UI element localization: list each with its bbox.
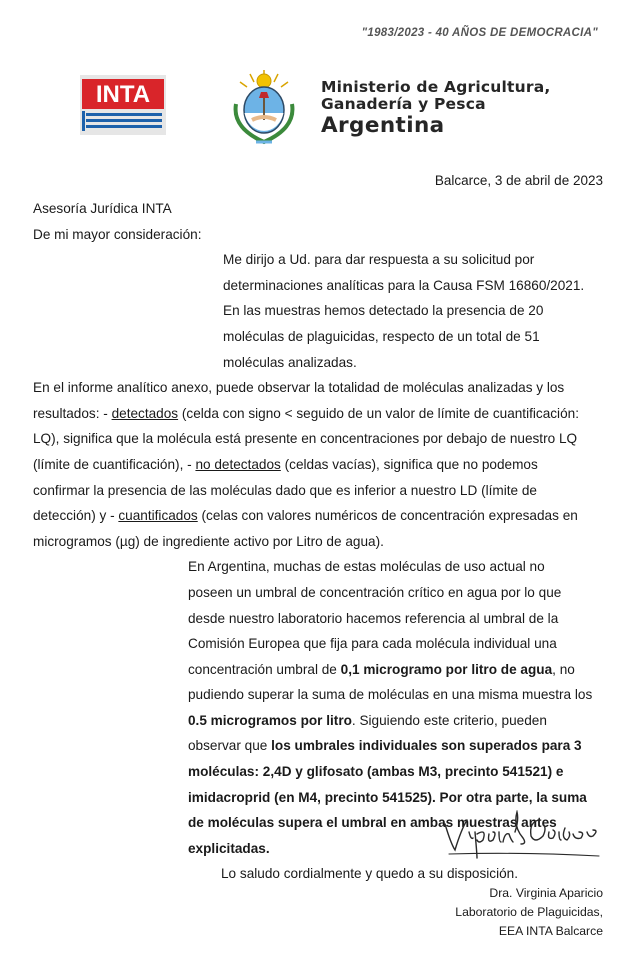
- signer-name: Dra. Virginia Aparicio: [489, 886, 603, 900]
- handwritten-signature: [443, 810, 603, 862]
- p3-threshold-sum: 0.5 microgramos por litro: [188, 712, 352, 728]
- closing-line: Lo saludo cordialmente y quedo a su disposición.: [221, 866, 518, 882]
- signer-station: EEA INTA Balcarce: [498, 924, 603, 939]
- term-cuantificados: cuantificados: [118, 508, 198, 524]
- ministry-line-2: Ganadería y Pesca: [321, 95, 486, 113]
- p2-text-c: (celdas vacías), significa que no podemos confirmar la presencia de las moléculas dado que es inferior a nuestro LD (límite de detección) y -: [33, 456, 538, 524]
- inta-logo: [80, 75, 166, 135]
- paragraph-1: Me dirijo a Ud. para dar respuesta a su solicitud por determinaciones analíticas para la Causa FSM 16860/2021. En las muestras hemos detectado la presencia de 20 moléculas de plaguicidas, respecto de un total de 51 moléculas analizadas.: [223, 252, 585, 370]
- term-no-detectados: no detectados: [195, 456, 281, 472]
- p3-conclusion: los umbrales individuales son superados para 3 moléculas: 2,4D y glifosato (ambas M3, precinto 541521) e imidacroprid (en M4, precinto 541525). Por otra parte, la suma de moléculas supera el umbral en ambas muestras antes explicitadas.: [188, 738, 587, 856]
- paragraph-2: [33, 375, 593, 554]
- ministry-line-1: Ministerio de Agricultura,: [321, 78, 551, 96]
- p2-text-d: (celas con valores numéricos de concentración expresadas en microgramos (µg) de ingrediente activo por Litro de agua).: [33, 508, 578, 549]
- argentina-coat-of-arms-icon: [226, 68, 302, 146]
- ministry-header: [321, 79, 550, 139]
- term-detectados: detectados: [111, 405, 179, 421]
- ministry-country: Argentina: [321, 113, 445, 138]
- signer-lab: Laboratorio de Plaguicidas,: [455, 905, 603, 920]
- letter-date: Balcarce, 3 de abril de 2023: [434, 173, 603, 188]
- signature-block: [455, 884, 603, 942]
- p3-text-c: , no pudiendo superar la suma de moléculas en una misma muestra los: [188, 661, 593, 703]
- inta-logo-text: INTA: [95, 81, 151, 108]
- salutation: De mi mayor consideración:: [33, 226, 202, 242]
- recipient: Asesoría Jurídica INTA: [33, 201, 172, 216]
- p3-text-a: En Argentina, muchas de estas moléculas de uso actual no poseen un umbral de concentración crítico en agua por lo que desde nuestro laboratorio hacemos referencia al umbral de la Comisión Europea que fija para cada molécula individual una concentración umbral de: [188, 559, 562, 677]
- p2-text-b: (celda con signo < seguido de un valor de límite de cuantificación: LQ), significa que la molécula está presente en concentraciones por debajo de nuestro LQ (límite de cuantificación), -: [33, 405, 579, 472]
- p2-text-a: En el informe analítico anexo, puede observar la totalidad de moléculas analizadas y los resultados: -: [33, 380, 565, 421]
- letter-body: [33, 196, 593, 887]
- p3-text-e: . Siguiendo este criterio, pueden observar que: [188, 712, 547, 754]
- p3-threshold-individual: 0,1 microgramo por litro de agua: [340, 661, 553, 677]
- motto-text: "1983/2023 - 40 AÑOS DE DEMOCRACIA": [361, 27, 598, 39]
